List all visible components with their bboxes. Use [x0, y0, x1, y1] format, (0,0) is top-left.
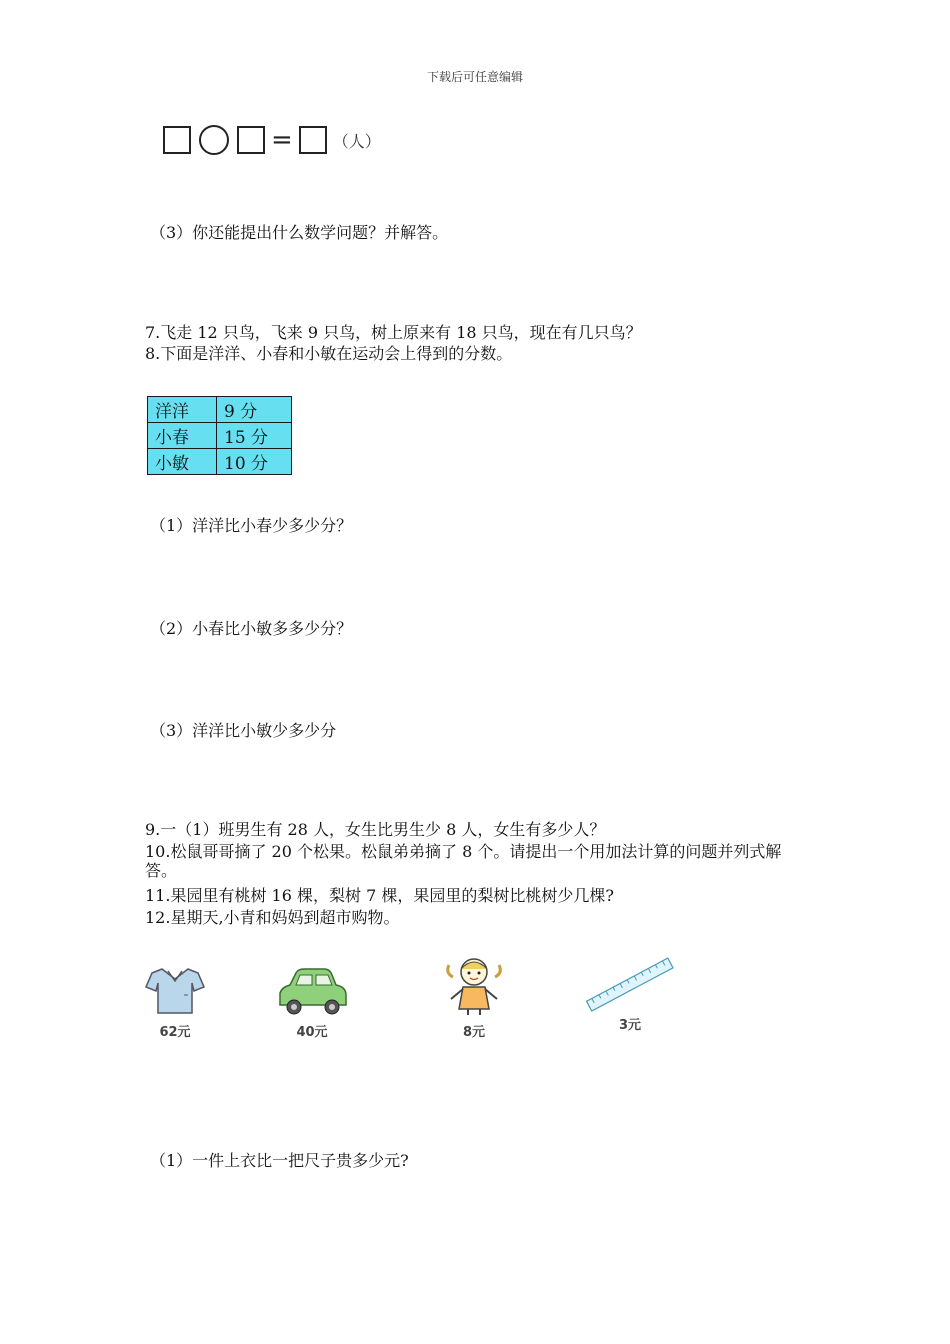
equation-template [163, 122, 381, 158]
ruler-icon [582, 952, 678, 1018]
car-icon [274, 965, 350, 1017]
name-cell: 洋洋 [148, 397, 217, 423]
price-label: 40元 [296, 1025, 328, 1040]
name-cell: 小春 [148, 423, 217, 449]
score-cell: 15 分 [217, 423, 292, 449]
name-cell: 小敏 [148, 449, 217, 475]
question-12-1: （1）一件上衣比一把尺子贵多少元? [150, 1151, 409, 1170]
question-8-2: （2）小春比小敏多多少分？ [150, 619, 353, 638]
question-10: 10.松鼠哥哥摘了 20 个松果。松鼠弟弟摘了 8 个。请提出一个用加法计算的问题并列式解答。 [145, 842, 782, 880]
question-8: 8.下面是洋洋、小春和小敏在运动会上得到的分数。 [145, 344, 513, 363]
equation-unit: （人） [332, 131, 381, 151]
product-doll [436, 955, 512, 1040]
product-shirt [140, 965, 210, 1040]
price-label: 3元 [618, 1018, 642, 1033]
score-cell: 9 分 [217, 397, 292, 423]
doll-icon [439, 955, 509, 1017]
score-cell: 10 分 [217, 449, 292, 475]
shirt-icon [144, 965, 206, 1017]
product-ruler [580, 952, 680, 1033]
question-9: 9.一（1）班男生有 28 人，女生比男生少 8 人，女生有多少人？ [145, 820, 606, 839]
blank-box-result [299, 126, 327, 154]
question-8-1: （1）洋洋比小春少多少分？ [150, 516, 353, 535]
table-row [148, 397, 292, 423]
price-label: 8元 [462, 1025, 486, 1040]
blank-box-1 [163, 126, 191, 154]
operator-circle [199, 125, 229, 155]
score-table [147, 396, 292, 475]
price-label: 62元 [159, 1025, 191, 1040]
table-row [148, 449, 292, 475]
question-7: 7.飞走 12 只鸟，飞来 9 只鸟，树上原来有 18 只鸟，现在有几只鸟？ [145, 323, 642, 342]
equals-sign: = [271, 125, 293, 155]
page-header: 下载后可任意编辑 [426, 70, 523, 84]
question-6-3: （3）你还能提出什么数学问题？并解答。 [150, 223, 449, 242]
table-row [148, 423, 292, 449]
blank-box-2 [237, 126, 265, 154]
question-11: 11.果园里有桃树 16 棵，梨树 7 棵，果园里的梨树比桃树少几棵? [145, 886, 614, 905]
question-12: 12.星期天,小青和妈妈到超市购物。 [145, 908, 400, 927]
product-car [272, 965, 352, 1040]
question-8-3: （3）洋洋比小敏少多少分 [150, 721, 337, 740]
